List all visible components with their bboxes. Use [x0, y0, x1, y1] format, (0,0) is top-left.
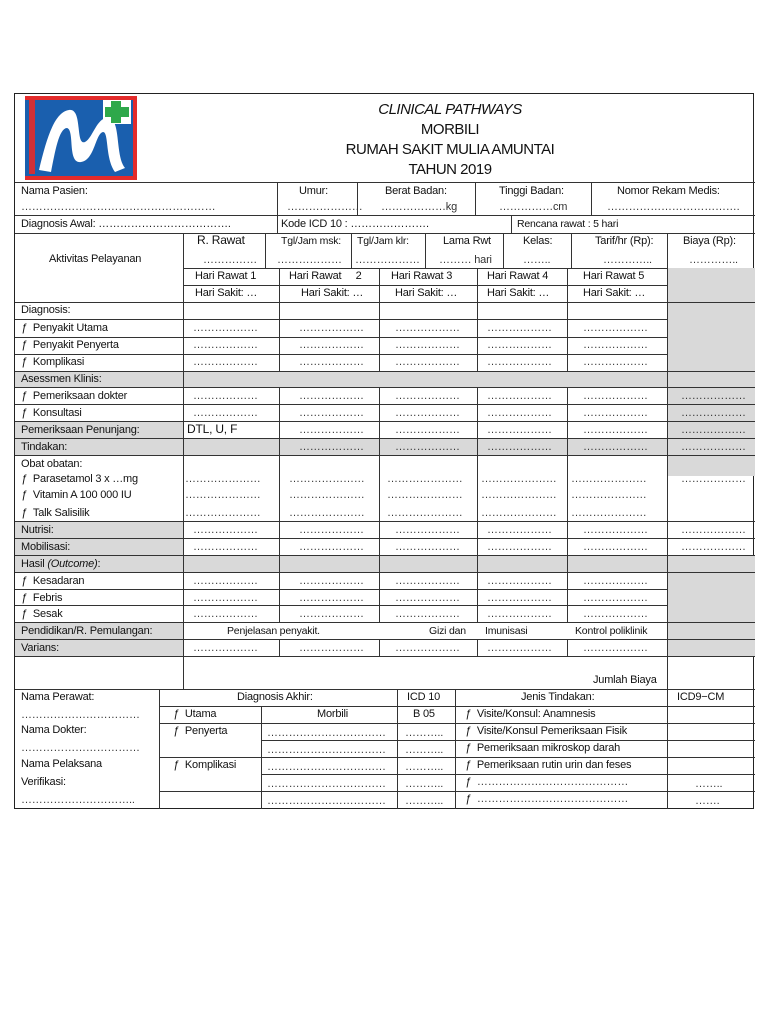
fill-cell[interactable]: ……………… — [193, 575, 258, 587]
pendidikan-label: Pendidikan/R. Pemulangan: — [21, 625, 153, 637]
verifikasi-label: Verifikasi: — [21, 776, 66, 788]
fill-cell[interactable]: ……………… — [299, 407, 364, 419]
biaya-header: Biaya (Rp): — [683, 235, 736, 247]
fill-cell[interactable]: ……………… — [583, 339, 648, 351]
obat-fill-cell[interactable]: ………………… — [289, 507, 365, 519]
hari-sakit-5[interactable]: Hari Sakit: … — [583, 287, 646, 299]
hari-rawat-1: Hari Rawat 1 — [195, 270, 257, 282]
biaya-fill-cell[interactable]: ……………… — [681, 541, 746, 553]
berat-badan-field[interactable]: ………………kg — [381, 201, 458, 213]
kontrol-poliklinik: Kontrol poliklinik — [575, 625, 648, 637]
nama-dokter-field[interactable]: …………………………… — [21, 742, 140, 754]
tindakan-label: Tindakan: — [21, 441, 68, 453]
obat-fill-cell[interactable]: ………………… — [185, 489, 261, 501]
form-titles — [265, 100, 635, 180]
tindakan-visite-fisik: ƒ Visite/Konsul Pemeriksaan Fisik — [465, 725, 628, 737]
obat-talk-salisilik: ƒ Talk Salisilik — [21, 507, 90, 519]
fill-cell[interactable]: ……………… — [193, 524, 258, 536]
fill-cell[interactable]: ……………… — [583, 322, 648, 334]
tindakan-visite-anamnesis: ƒ Visite/Konsul: Anamnesis — [465, 708, 596, 720]
icd10-field-3[interactable]: ……….. — [405, 761, 444, 773]
fill-cell[interactable]: ……………… — [583, 390, 648, 402]
obat-fill-cell[interactable]: ………………… — [481, 507, 557, 519]
icd9-header: ICD9−CM — [677, 691, 725, 703]
fill-cell[interactable]: ……………… — [299, 541, 364, 553]
diagnosis-akhir-header: Diagnosis Akhir: — [237, 691, 313, 703]
obat-biaya-fill-cell[interactable]: ……………… — [681, 473, 746, 485]
obat-fill-cell[interactable]: ………………… — [185, 507, 261, 519]
pemeriksaan-penunjang-value[interactable]: DTL, U, F — [187, 422, 238, 436]
fill-cell[interactable]: ……………… — [487, 407, 552, 419]
obat-fill-cell[interactable]: ………………… — [289, 489, 365, 501]
diag-penyerta-field-1[interactable]: …………………………… — [267, 727, 386, 739]
icd10-field-4[interactable]: ……….. — [405, 778, 444, 790]
fill-cell[interactable]: ……………… — [487, 339, 552, 351]
tgl-masuk-field[interactable]: ……………… — [277, 254, 342, 266]
fill-cell[interactable]: ……………… — [395, 441, 460, 453]
fill-cell[interactable]: ……………… — [395, 390, 460, 402]
hari-sakit-1[interactable]: Hari Sakit: … — [195, 287, 258, 299]
fill-cell[interactable]: ……………… — [395, 356, 460, 368]
diagnosis-awal[interactable]: Diagnosis Awal: ………………………………. — [21, 218, 231, 230]
nama-dokter-label: Nama Dokter: — [21, 724, 87, 736]
rekam-medis-label: Nomor Rekam Medis: — [617, 185, 720, 197]
obat-fill-cell[interactable]: ………………… — [571, 473, 647, 485]
rekam-medis-field[interactable]: ………………………………. — [607, 201, 740, 213]
tgl-masuk-header: Tgl/Jam msk: — [281, 235, 342, 247]
kelas-header: Kelas: — [523, 235, 553, 247]
umur-label: Umur: — [299, 185, 328, 197]
fill-cell[interactable]: ……………… — [299, 322, 364, 334]
obat-fill-cell[interactable]: ………………… — [571, 507, 647, 519]
obat-fill-cell[interactable]: ………………… — [571, 489, 647, 501]
diagnosis-section-label: Diagnosis: — [21, 304, 71, 316]
fill-cell[interactable]: ……………… — [395, 592, 460, 604]
icd10-header: ICD 10 — [407, 691, 441, 703]
fill-cell[interactable]: ……………… — [583, 407, 648, 419]
diag-komplikasi-field-1[interactable]: …………………………… — [267, 761, 386, 773]
konsultasi-label: ƒ Konsultasi — [21, 407, 82, 419]
verifikasi-field[interactable]: ………………………….. — [21, 794, 135, 806]
fill-cell[interactable]: ……………… — [395, 322, 460, 334]
fill-cell[interactable]: ……………… — [487, 541, 552, 553]
hasil-outcome-label: Hasil (Outcome): — [21, 558, 101, 570]
fill-cell[interactable]: ……………… — [395, 524, 460, 536]
penyakit-penyerta-label: ƒ Penyakit Penyerta — [21, 339, 119, 351]
shade-asesmen-row — [15, 371, 755, 387]
fill-cell[interactable]: ……………… — [299, 339, 364, 351]
diag-komplikasi-label: ƒ Komplikasi — [173, 759, 237, 771]
pemeriksaan-dokter-label: ƒ Pemeriksaan dokter — [21, 390, 128, 402]
sesak-label: ƒ Sesak — [21, 608, 63, 620]
asesmen-klinis-label: Asessmen Klinis: — [21, 373, 102, 385]
nama-perawat-field[interactable]: …………………………… — [21, 709, 140, 721]
fill-cell[interactable]: ……………… — [299, 575, 364, 587]
fill-cell[interactable]: ……………… — [487, 424, 552, 436]
fill-cell[interactable]: ……………… — [583, 524, 648, 536]
obat-fill-cell[interactable]: ………………… — [387, 473, 463, 485]
nama-pelaksana-label: Nama Pelaksana — [21, 758, 102, 770]
r-rawat-header: R. Rawat — [197, 233, 245, 247]
obat-fill-cell[interactable]: ………………… — [481, 489, 557, 501]
icd9-field-1[interactable]: …….. — [695, 778, 723, 790]
tindakan-blank-2[interactable]: ƒ …………………………………… — [465, 793, 629, 805]
fill-cell[interactable]: ……………… — [193, 608, 258, 620]
fill-cell[interactable]: ……………… — [583, 441, 648, 453]
obat-fill-cell[interactable]: ………………… — [387, 507, 463, 519]
kelas-field[interactable]: …….. — [523, 254, 551, 266]
fill-cell[interactable]: ……………… — [395, 541, 460, 553]
fill-cell[interactable]: ……………… — [487, 592, 552, 604]
nama-perawat-label: Nama Perawat: — [21, 691, 95, 703]
fill-cell[interactable]: ……………… — [487, 390, 552, 402]
komplikasi-label: ƒ Komplikasi — [21, 356, 85, 368]
fill-cell[interactable]: ……………… — [583, 575, 648, 587]
fill-cell[interactable]: ……………… — [395, 339, 460, 351]
fill-cell[interactable]: ……………… — [395, 608, 460, 620]
pemeriksaan-penunjang-label: Pemeriksaan Penunjang: — [21, 424, 140, 436]
biaya-fill-cell[interactable]: ……………… — [681, 441, 746, 453]
imunisasi: Imunisasi — [485, 625, 528, 637]
diag-penyerta-field-2[interactable]: …………………………… — [267, 744, 386, 756]
icd10-field-5[interactable]: ……….. — [405, 795, 444, 807]
year-title: TAHUN 2019 — [408, 161, 492, 178]
obat-parasetamol: ƒ Parasetamol 3 x …mg — [21, 473, 138, 485]
fill-cell[interactable]: ……………… — [487, 524, 552, 536]
jumlah-biaya-label: Jumlah Biaya — [593, 674, 657, 686]
biaya-field[interactable]: ………….. — [689, 254, 738, 266]
biaya-fill-cell[interactable]: ……………… — [681, 390, 746, 402]
rencana-rawat: Rencana rawat : 5 hari — [517, 218, 619, 230]
obat-fill-cell[interactable]: ………………… — [387, 489, 463, 501]
febris-label: ƒ Febris — [21, 592, 63, 604]
obat-fill-cell[interactable]: ………………… — [185, 473, 261, 485]
fill-cell[interactable]: ……………… — [487, 642, 552, 654]
hari-sakit-4[interactable]: Hari Sakit: … — [487, 287, 550, 299]
biaya-fill-cell[interactable]: ……………… — [681, 407, 746, 419]
fill-cell[interactable]: ……………… — [299, 608, 364, 620]
fill-cell[interactable]: ……………… — [193, 356, 258, 368]
gizi-dan: Gizi dan — [429, 625, 466, 637]
nutrisi-label: Nutrisi: — [21, 524, 54, 536]
fill-cell[interactable]: ……………… — [299, 592, 364, 604]
fill-cell[interactable]: ……………… — [487, 356, 552, 368]
clinical-pathway-form — [14, 93, 754, 809]
fill-cell[interactable]: ……………… — [299, 424, 364, 436]
fill-cell[interactable]: ……………… — [583, 608, 648, 620]
fill-cell[interactable]: ……………… — [193, 592, 258, 604]
fill-cell[interactable]: ……………… — [193, 642, 258, 654]
tinggi-badan-label: Tinggi Badan: — [499, 185, 564, 197]
fill-cell[interactable]: ……………… — [193, 339, 258, 351]
fill-cell[interactable]: ……………… — [487, 575, 552, 587]
fill-cell[interactable]: ……………… — [395, 642, 460, 654]
hari-rawat-2: Hari Rawat 2 — [289, 270, 362, 282]
icd10-field-1[interactable]: ……….. — [405, 727, 444, 739]
fill-cell[interactable]: ……………… — [583, 424, 648, 436]
obat-fill-cell[interactable]: ………………… — [481, 473, 557, 485]
hospital-logo — [25, 96, 137, 180]
jenis-tindakan-header: Jenis Tindakan: — [521, 691, 595, 703]
obat-vitamin-a: ƒ Vitamin A 100 000 IU — [21, 489, 132, 501]
fill-cell[interactable]: ……………… — [299, 642, 364, 654]
obat-obatan-label: Obat obatan: — [21, 458, 83, 470]
diag-komplikasi-field-2[interactable]: …………………………… — [267, 778, 386, 790]
diag-penyerta-label: ƒ Penyerta — [173, 725, 228, 737]
r-rawat-field[interactable]: …………… — [203, 254, 258, 266]
diag-utama-icd[interactable]: B 05 — [413, 708, 435, 720]
hari-sakit-3[interactable]: Hari Sakit: … — [395, 287, 458, 299]
aktivitas-pelayanan-header: Aktivitas Pelayanan — [49, 253, 142, 265]
lama-rawat-header: Lama Rwt — [443, 235, 491, 247]
hospital-name: RUMAH SAKIT MULIA AMUNTAI — [345, 141, 555, 158]
icd10-field-2[interactable]: ……….. — [405, 744, 444, 756]
fill-cell[interactable]: ……………… — [487, 441, 552, 453]
fill-cell[interactable]: ……………… — [193, 541, 258, 553]
kode-icd[interactable]: Kode ICD 10 : …………………. — [281, 218, 429, 230]
fill-cell[interactable]: ……………… — [395, 575, 460, 587]
form-title: CLINICAL PATHWAYS — [378, 101, 522, 118]
tarif-field[interactable]: ………….. — [603, 254, 652, 266]
hari-rawat-4: Hari Rawat 4 — [487, 270, 549, 282]
fill-cell[interactable]: ……………… — [193, 322, 258, 334]
biaya-fill-cell[interactable]: ……………… — [681, 524, 746, 536]
berat-badan-label: Berat Badan: — [385, 185, 447, 197]
fill-cell[interactable]: ……………… — [583, 541, 648, 553]
fill-cell[interactable]: ……………… — [193, 407, 258, 419]
hari-rawat-3: Hari Rawat 3 — [391, 270, 453, 282]
shade-hasil-right — [667, 572, 755, 622]
fill-cell[interactable]: ……………… — [583, 356, 648, 368]
diag-utama-label: ƒ Utama — [173, 708, 217, 720]
diag-komplikasi-field-3[interactable]: …………………………… — [267, 795, 386, 807]
tindakan-urin-feses: ƒ Pemeriksaan rutin urin dan feses — [465, 759, 632, 771]
hari-sakit-2[interactable]: Hari Sakit: … — [301, 287, 364, 299]
tindakan-blank-1[interactable]: ƒ …………………………………… — [465, 776, 629, 788]
penyakit-utama-label: ƒ Penyakit Utama — [21, 322, 108, 334]
fill-cell[interactable]: ……………… — [299, 356, 364, 368]
fill-cell[interactable]: ……………… — [193, 390, 258, 402]
fill-cell[interactable]: ……………… — [583, 642, 648, 654]
lama-rawat-field[interactable]: ……… hari — [439, 254, 492, 266]
fill-cell[interactable]: ……………… — [299, 441, 364, 453]
tgl-keluar-field[interactable]: ……………… — [355, 254, 420, 266]
diagnosis-title: MORBILI — [420, 121, 480, 138]
fill-cell[interactable]: ……………… — [583, 592, 648, 604]
fill-cell[interactable]: ……………… — [487, 608, 552, 620]
shade-hasil-row — [15, 555, 755, 572]
tgl-keluar-header: Tgl/Jam klr: — [357, 235, 409, 247]
fill-cell[interactable]: ……………… — [395, 424, 460, 436]
umur-field[interactable]: ………………… — [287, 201, 363, 213]
tinggi-badan-field[interactable]: ……………cm — [499, 201, 568, 213]
fill-cell[interactable]: ……………… — [395, 407, 460, 419]
biaya-fill-cell[interactable]: ……………… — [681, 424, 746, 436]
diag-utama-value[interactable]: Morbili — [317, 708, 348, 720]
hari-rawat-5: Hari Rawat 5 — [583, 270, 645, 282]
icd9-field-2[interactable]: ……. — [695, 795, 720, 807]
tarif-header: Tarif/hr (Rp): — [595, 235, 654, 247]
penjelasan-penyakit: Penjelasan penyakit. — [227, 625, 320, 637]
mobilisasi-label: Mobilisasi: — [21, 541, 71, 553]
fill-cell[interactable]: ……………… — [299, 390, 364, 402]
nama-pasien-label: Nama Pasien: — [21, 185, 88, 197]
fill-cell[interactable]: ……………… — [299, 524, 364, 536]
varians-label: Varians: — [21, 642, 59, 654]
kesadaran-label: ƒ Kesadaran — [21, 575, 85, 587]
obat-fill-cell[interactable]: ………………… — [289, 473, 365, 485]
tindakan-mikroskop: ƒ Pemeriksaan mikroskop darah — [465, 742, 621, 754]
nama-pasien-field[interactable]: ……………………………………………… — [21, 201, 216, 213]
fill-cell[interactable]: ……………… — [487, 322, 552, 334]
